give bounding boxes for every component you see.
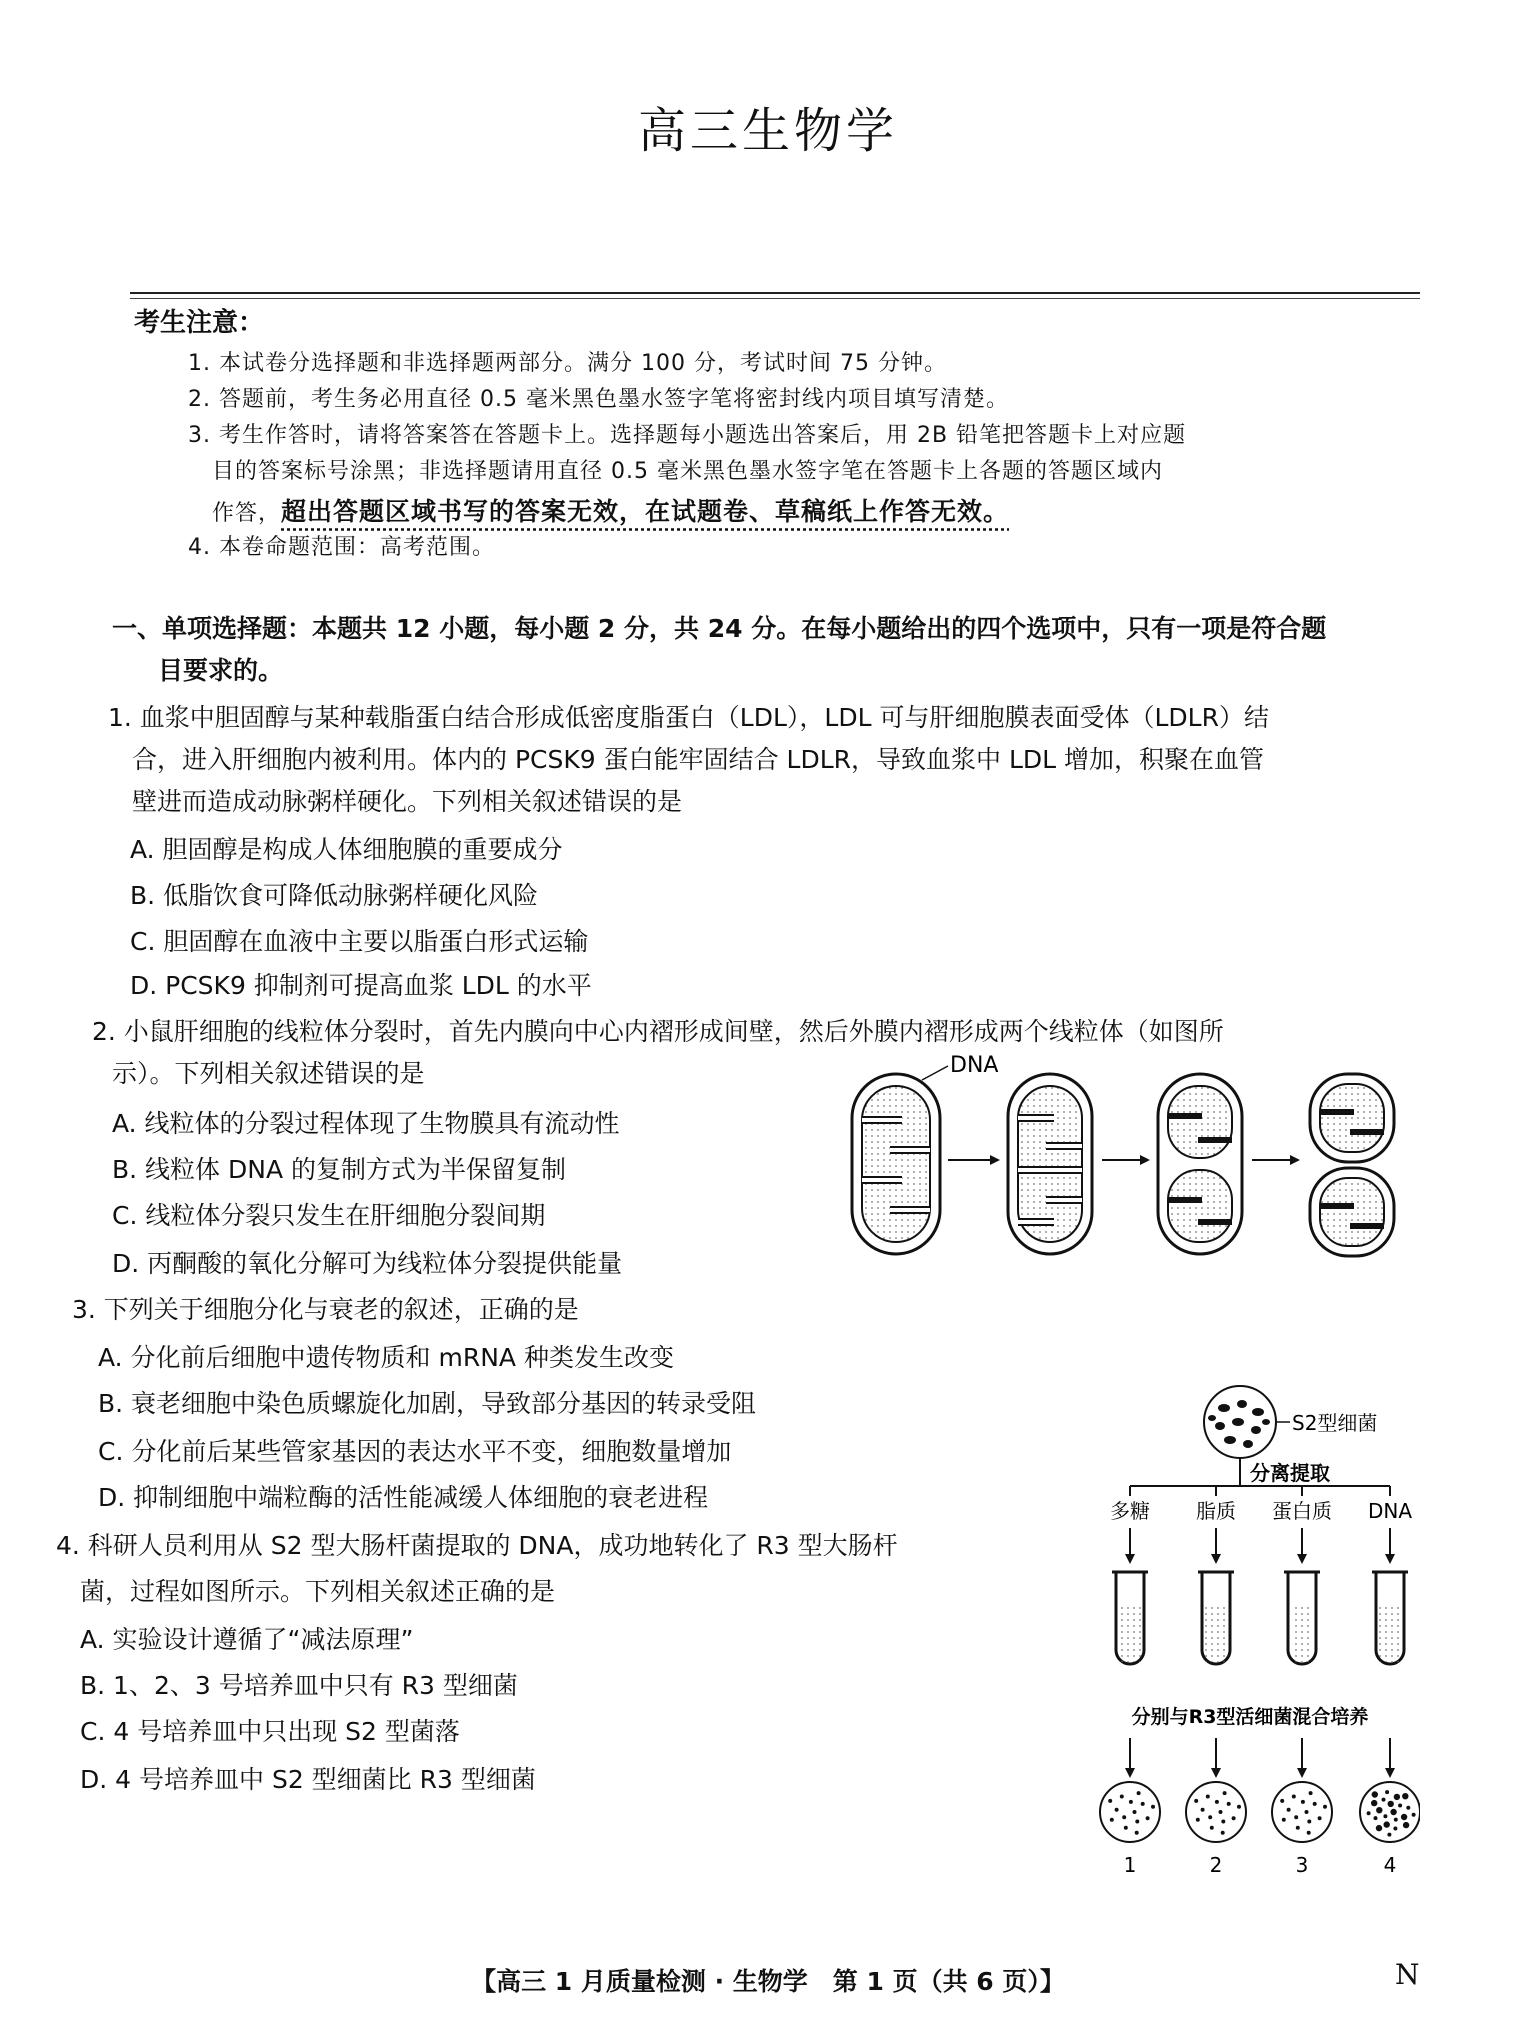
- colony: [1124, 1826, 1128, 1830]
- colony: [1206, 1795, 1210, 1799]
- notice-item-2: 2. 答题前，考生务必用直径 0.5 毫米黑色墨水签字笔将密封线内项目填写清楚。: [188, 387, 1009, 412]
- dish-number: 2: [1209, 1853, 1223, 1877]
- q3-option-d: D. 抑制细胞中端粒酶的活性能减缓人体细胞的衰老进程: [98, 1483, 709, 1512]
- q3-stem: 3. 下列关于细胞分化与衰老的叙述，正确的是: [72, 1295, 579, 1324]
- q2-option-d: D. 丙酮酸的氧化分解可为线粒体分裂提供能量: [112, 1249, 623, 1278]
- colony: [1307, 1820, 1311, 1824]
- transformation-experiment-figure: [1090, 1378, 1420, 1938]
- colony: [1221, 1831, 1225, 1835]
- arrow-3-head: [1290, 1155, 1300, 1165]
- colony: [1280, 1799, 1284, 1803]
- colony: [1237, 1805, 1241, 1809]
- dish-number: 1: [1123, 1853, 1137, 1877]
- colony: [1287, 1808, 1291, 1812]
- s2-bacteria-culture: [1204, 1386, 1276, 1458]
- component-label: 脂质: [1196, 1499, 1236, 1523]
- mitochondrion-stage-1: [852, 1074, 940, 1254]
- divider: [130, 298, 1420, 299]
- notice-item-4: 4. 本卷命题范围：高考范围。: [188, 535, 495, 560]
- page-footer: 【高三 1 月质量检测 · 生物学 第 1 页（共 6 页）】: [471, 1967, 1065, 1996]
- arrow-1-head: [990, 1155, 1000, 1165]
- colony: [1223, 1791, 1227, 1795]
- q4-stem-2: 菌，过程如图所示。下列相关叙述正确的是: [80, 1577, 556, 1606]
- notice-item-3-prefix: 作答，: [212, 501, 282, 526]
- notice-item-3-end: [212, 492, 1009, 528]
- q1-stem-1: 1. 血浆中胆固醇与某种载脂蛋白结合形成低密度脂蛋白（LDL），LDL 可与肝细胞膜表面受体（LDLR）结: [108, 703, 1269, 732]
- colony: [1133, 1810, 1137, 1814]
- colony: [1387, 1833, 1391, 1837]
- tube-contents: [1291, 1604, 1313, 1662]
- page-title: 高三生物学: [637, 103, 898, 159]
- arrow-head: [1211, 1554, 1221, 1564]
- section-heading-line2: 目要求的。: [158, 656, 284, 685]
- colony: [1390, 1809, 1396, 1815]
- colony: [1210, 1826, 1214, 1830]
- extract-label: 分离提取: [1250, 1461, 1330, 1485]
- q3-option-c: C. 分化前后某些管家基因的表达水平不变，细胞数量增加: [98, 1437, 732, 1466]
- colony: [1393, 1827, 1397, 1831]
- colony: [1382, 1798, 1386, 1802]
- dish-number: 3: [1295, 1853, 1309, 1877]
- q4-option-d: D. 4 号培养皿中 S2 型细菌比 R3 型细菌: [80, 1765, 536, 1794]
- colony: [1305, 1810, 1309, 1814]
- q1-option-c: C. 胆固醇在血液中主要以脂蛋白形式运输: [130, 927, 589, 956]
- arrow-head: [1297, 1554, 1307, 1564]
- arrow-head: [1125, 1554, 1135, 1564]
- petri-dish: [1186, 1782, 1246, 1842]
- colony: [1383, 1814, 1387, 1818]
- colony: [1122, 1815, 1126, 1819]
- mitochondrion-stage-3: [1158, 1074, 1242, 1254]
- colony: [1208, 1815, 1212, 1819]
- colony: [1372, 1791, 1378, 1797]
- component-label: 蛋白质: [1272, 1499, 1332, 1523]
- tube-contents: [1379, 1604, 1401, 1662]
- q2-option-b: B. 线粒体 DNA 的复制方式为半保留复制: [112, 1155, 566, 1184]
- arrow-head: [1211, 1768, 1221, 1778]
- mitochondrion-stage-2: [1008, 1074, 1092, 1254]
- q2-stem-2: 示）。下列相关叙述错误的是: [112, 1059, 425, 1088]
- colony: [1384, 1821, 1390, 1827]
- colony: [1115, 1808, 1119, 1812]
- colony: [1135, 1820, 1139, 1824]
- arrow-2-head: [1140, 1155, 1150, 1165]
- colony: [1367, 1811, 1371, 1815]
- tube-contents: [1205, 1604, 1227, 1662]
- branch-columns: [1100, 1486, 1420, 1877]
- q1-stem-3: 壁进而造成动脉粥样硬化。下列相关叙述错误的是: [132, 787, 683, 816]
- colony: [1141, 1802, 1145, 1806]
- divider: [130, 292, 1420, 294]
- q4-option-a: A. 实验设计遵循了“减法原理”: [80, 1625, 414, 1654]
- s2-label: S2型细菌: [1292, 1411, 1378, 1435]
- colony: [1296, 1826, 1300, 1830]
- colony: [1151, 1805, 1155, 1809]
- colony: [1194, 1799, 1198, 1803]
- q1-option-b: B. 低脂饮食可降低动脉粥样硬化风险: [130, 881, 539, 910]
- colony: [1313, 1802, 1317, 1806]
- notice-warning: 超出答题区域书写的答案无效，在试题卷、草稿纸上作答无效。: [281, 497, 1010, 526]
- colony: [1137, 1791, 1141, 1795]
- q4-option-b: B. 1、2、3 号培养皿中只有 R3 型细菌: [80, 1671, 518, 1700]
- colony: [1120, 1795, 1124, 1799]
- colony: [1394, 1818, 1398, 1822]
- dna-label: DNA: [950, 1053, 999, 1078]
- colony: [1402, 1793, 1408, 1799]
- q2-option-c: C. 线粒体分裂只发生在肝细胞分裂间期: [112, 1201, 546, 1230]
- colony: [1376, 1807, 1382, 1813]
- tube-contents: [1119, 1604, 1141, 1662]
- colony: [1129, 1800, 1133, 1804]
- q1-stem-2: 合，进入肝细胞内被利用。体内的 PCSK9 蛋白能牢固结合 LDLR，导致血浆中 LDL 增加，积聚在血管: [132, 745, 1265, 774]
- colony: [1412, 1813, 1416, 1817]
- colony: [1371, 1800, 1377, 1806]
- colony: [1221, 1820, 1225, 1824]
- colony: [1110, 1818, 1114, 1822]
- colony: [1323, 1805, 1327, 1809]
- arrow-head: [1125, 1768, 1135, 1778]
- colony: [1376, 1825, 1382, 1831]
- colony: [1215, 1800, 1219, 1804]
- colony: [1146, 1816, 1150, 1820]
- dna-pointer: [922, 1066, 948, 1080]
- notice-item-3: 3. 考生作答时，请将答案答在答题卡上。选择题每小题选出答案后，用 2B 铅笔把答题卡上对应题: [188, 423, 1187, 448]
- q3-option-a: A. 分化前后细胞中遗传物质和 mRNA 种类发生改变: [98, 1343, 674, 1372]
- colony: [1406, 1806, 1410, 1810]
- petri-dish: [1272, 1782, 1332, 1842]
- q3-option-b: B. 衰老细胞中染色质螺旋化加剧，导致部分基因的转录受阻: [98, 1389, 757, 1418]
- dish-number: 4: [1383, 1853, 1397, 1877]
- q4-option-c: C. 4 号培养皿中只出现 S2 型菌落: [80, 1717, 460, 1746]
- arrow-head: [1385, 1768, 1395, 1778]
- q1-option-a: A. 胆固醇是构成人体细胞膜的重要成分: [130, 835, 563, 864]
- colony: [1201, 1808, 1205, 1812]
- mitochondrion-stage-4: [1310, 1074, 1394, 1256]
- notice-heading: 考生注意：: [134, 308, 265, 338]
- colony: [1318, 1816, 1322, 1820]
- colony: [1135, 1831, 1139, 1835]
- colony: [1301, 1800, 1305, 1804]
- section-heading-line1: 一、单项选择题：本题共 12 小题，每小题 2 分，共 24 分。在每小题给出的四个选项中，只有一项是符合题: [112, 614, 1327, 643]
- colony: [1282, 1818, 1286, 1822]
- q2-option-a: A. 线粒体的分裂过程体现了生物膜具有流动性: [112, 1109, 620, 1138]
- mix-label: 分别与R3型活细菌混合培养: [1131, 1706, 1369, 1728]
- colony: [1292, 1795, 1296, 1799]
- colony: [1385, 1790, 1389, 1794]
- component-label: 多糖: [1110, 1499, 1150, 1523]
- colony: [1394, 1794, 1400, 1800]
- colony: [1307, 1831, 1311, 1835]
- q1-option-d: D. PCSK9 抑制剂可提高血浆 LDL 的水平: [130, 971, 592, 1000]
- q2-stem-1: 2. 小鼠肝细胞的线粒体分裂时，首先内膜向中心内褶形成间壁，然后外膜内褶形成两个线粒体（如图所: [92, 1017, 1224, 1046]
- notice-item-1: 1. 本试卷分选择题和非选择题两部分。满分 100 分，考试时间 75 分钟。: [188, 351, 947, 376]
- arrow-head: [1385, 1554, 1395, 1564]
- mitochondria-division-figure: [840, 1050, 1400, 1260]
- colony: [1403, 1822, 1409, 1828]
- colony: [1374, 1816, 1378, 1820]
- colony: [1388, 1801, 1394, 1807]
- colony: [1108, 1799, 1112, 1803]
- version-mark: N: [1395, 1958, 1420, 1991]
- colony: [1196, 1818, 1200, 1822]
- petri-dish: [1100, 1782, 1160, 1842]
- component-label: DNA: [1367, 1499, 1413, 1523]
- notice-item-3-cont: 目的答案标号涂黑；非选择题请用直径 0.5 毫米黑色墨水签字笔在答题卡上各题的答题区域内: [212, 459, 1163, 484]
- section-heading: [112, 608, 1402, 692]
- colony: [1294, 1815, 1298, 1819]
- colony: [1309, 1791, 1313, 1795]
- colony: [1219, 1810, 1223, 1814]
- colony: [1227, 1802, 1231, 1806]
- colony: [1232, 1816, 1236, 1820]
- arrow-head: [1297, 1768, 1307, 1778]
- q4-stem-1: 4. 科研人员利用从 S2 型大肠杆菌提取的 DNA，成功地转化了 R3 型大肠杆: [56, 1531, 898, 1560]
- colony: [1398, 1804, 1402, 1808]
- colony: [1401, 1814, 1407, 1820]
